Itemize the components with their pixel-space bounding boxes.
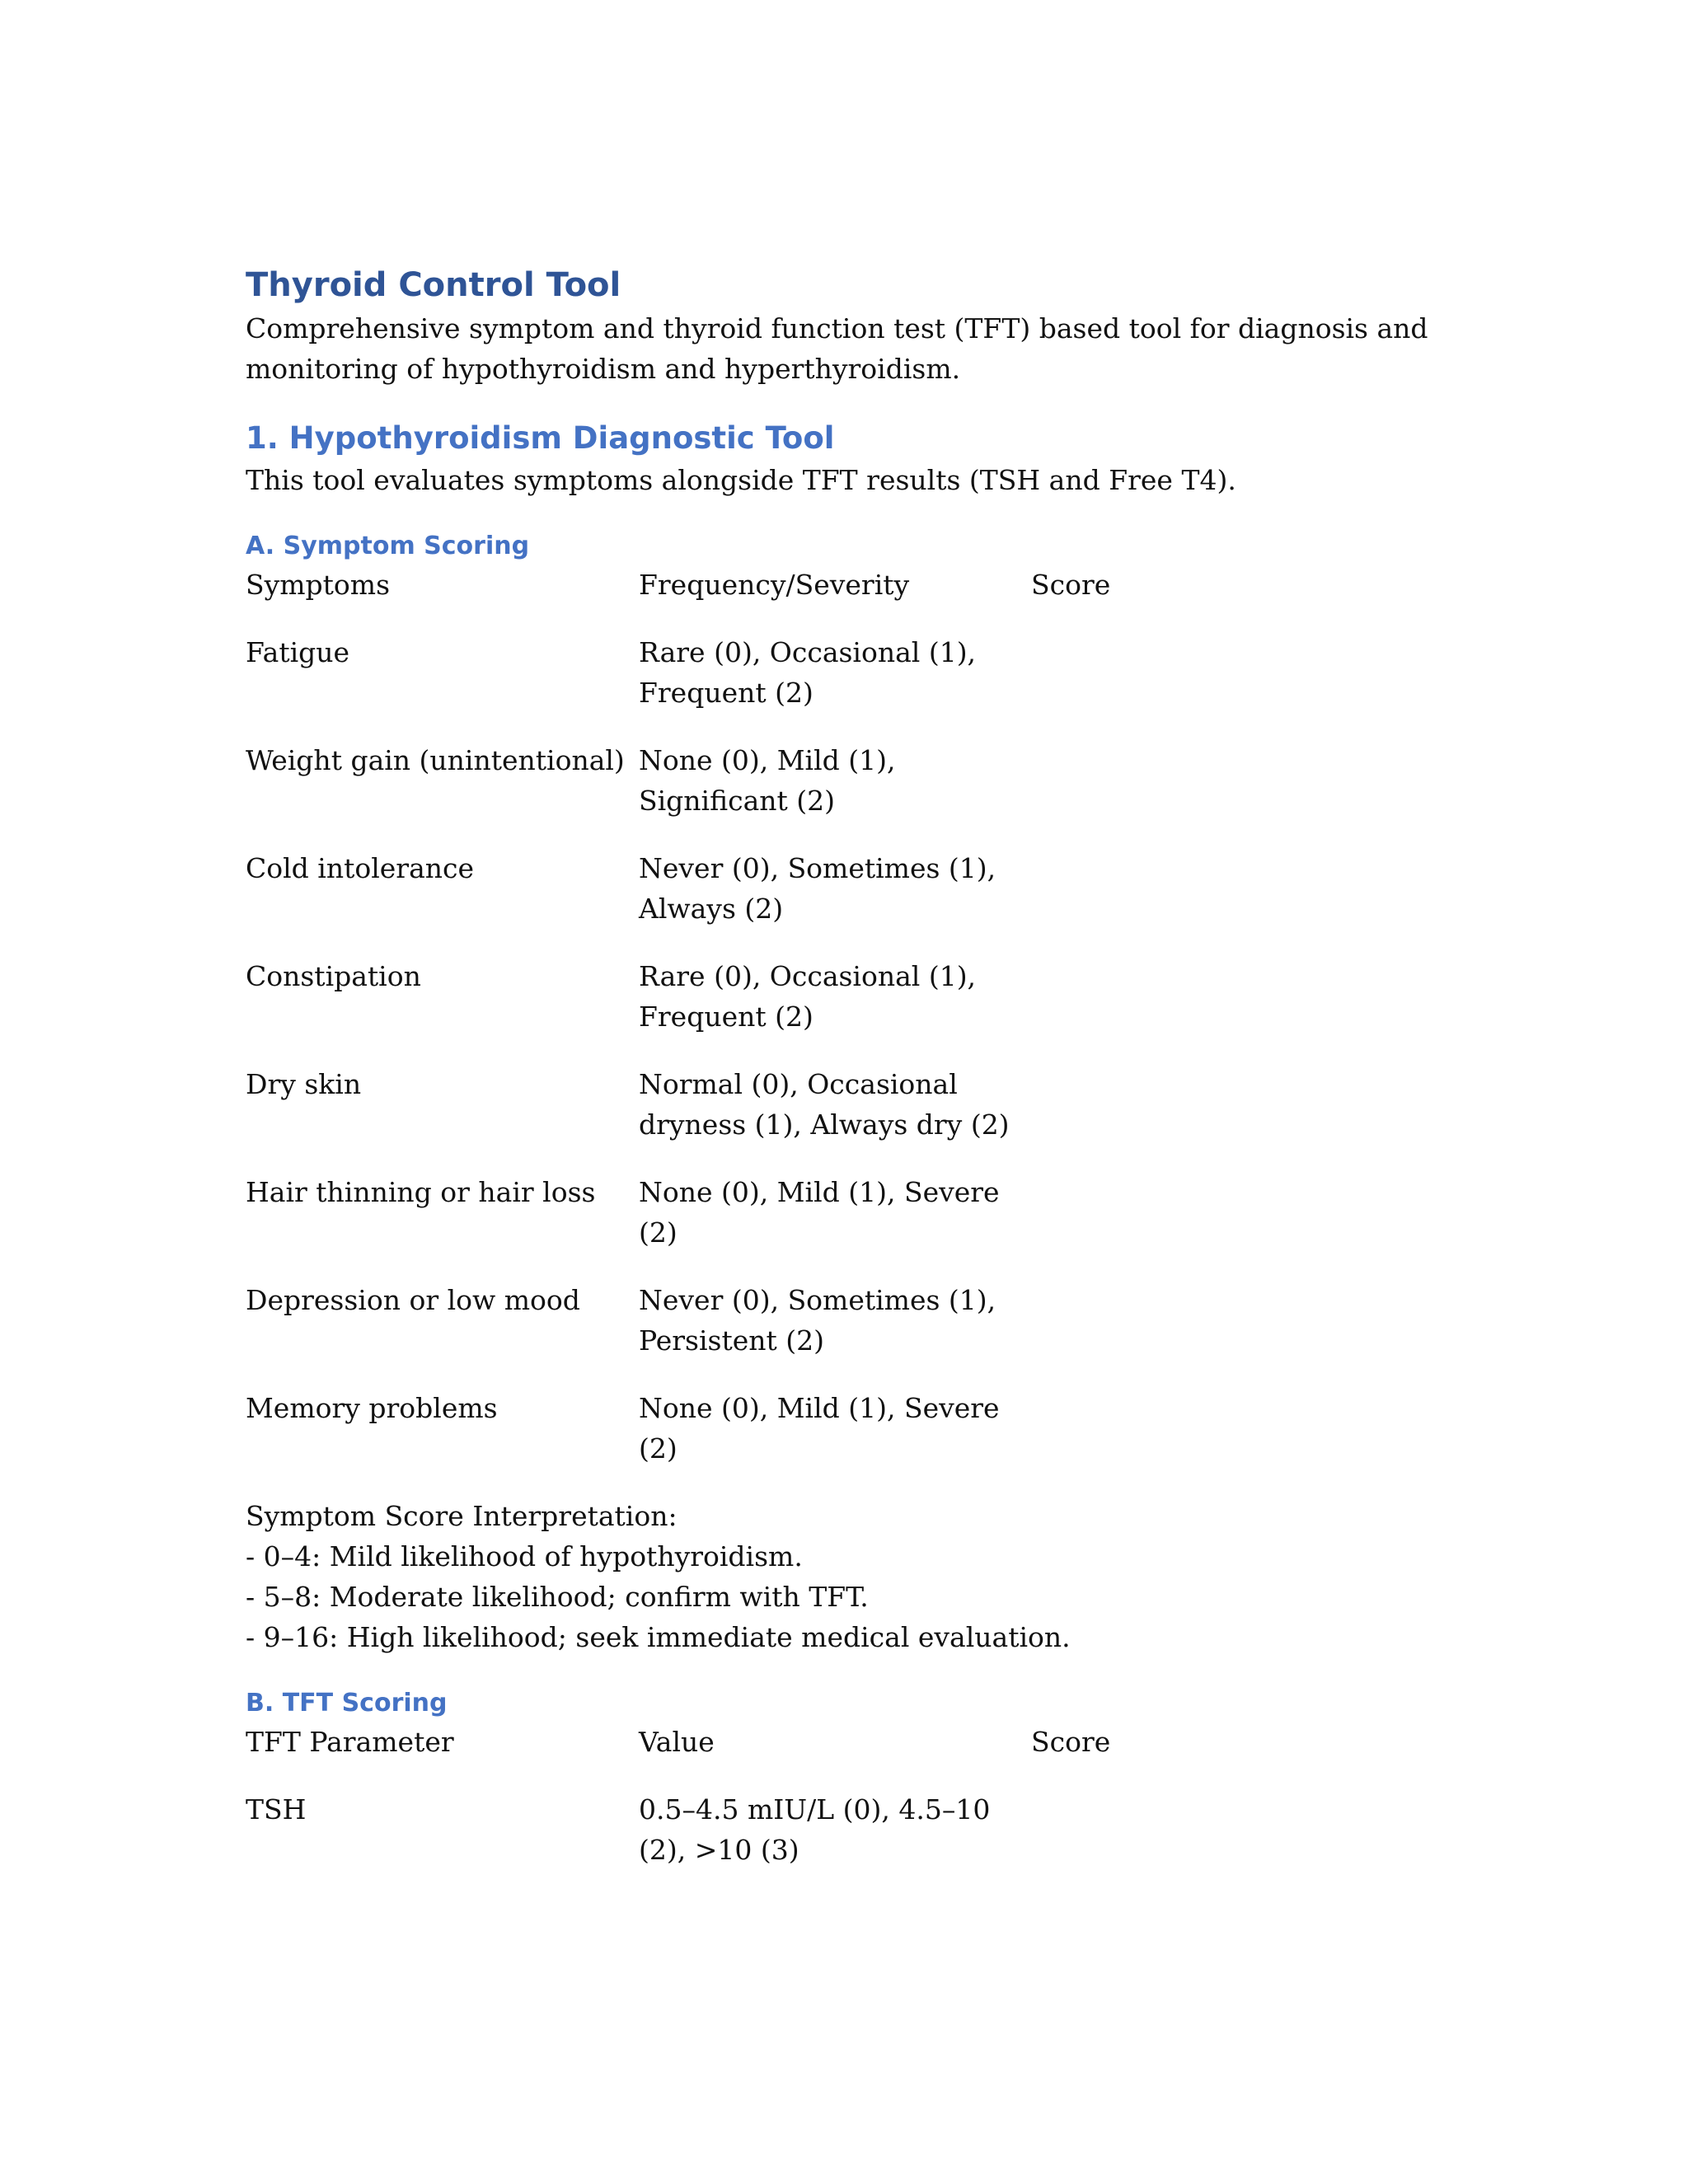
interpretation-title: Symptom Score Interpretation:: [246, 1500, 678, 1532]
table-cell-parameter: TSH: [246, 1793, 307, 1825]
column-header-tft-parameter: TFT Parameter: [246, 1726, 454, 1758]
table-cell-scale: Normal (0), Occasional dryness (1), Always dry (2): [639, 1068, 1010, 1141]
column-header-symptoms: Symptoms: [246, 569, 391, 601]
section-heading-hypothyroidism: 1. Hypothyroidism Diagnostic Tool: [246, 420, 835, 456]
table-cell-symptom: Cold intolerance: [246, 852, 475, 884]
table-cell-symptom: Fatigue: [246, 636, 350, 668]
table-cell-score: [1031, 632, 1278, 740]
column-header-score: Score: [1031, 1726, 1111, 1758]
symptom-scoring-table: [246, 565, 1441, 1496]
table-cell-scale: None (0), Mild (1), Severe (2): [639, 1392, 1000, 1465]
interpretation-line: - 9–16: High likelihood; seek immediate medical evaluation.: [246, 1621, 1071, 1653]
subsection-heading-tft-scoring: B. TFT Scoring: [246, 1689, 448, 1718]
table-cell-score: [1031, 740, 1278, 848]
table-cell-symptom: Constipation: [246, 960, 421, 992]
document-title: Thyroid Control Tool: [246, 266, 621, 304]
table-cell-value: 0.5–4.5 mIU/L (0), 4.5–10 (2), >10 (3): [639, 1793, 991, 1866]
table-cell-symptom: Weight gain (unintentional): [246, 744, 625, 776]
section-description: This tool evaluates symptoms alongside TFT results (TSH and Free T4).: [246, 464, 1236, 496]
document-content: [246, 262, 1441, 1897]
tft-scoring-table: [246, 1722, 1441, 1897]
table-cell-symptom: Depression or low mood: [246, 1284, 580, 1316]
document-intro: Comprehensive symptom and thyroid function test (TFT) based tool for diagnosis and monitoring of hypothyroidism and hyperthyroidism.: [246, 312, 1428, 385]
table-cell-score: [1031, 1789, 1278, 1897]
table-cell-score: [1031, 1388, 1278, 1496]
column-header-frequency: Frequency/Severity: [639, 569, 910, 601]
table-cell-symptom: Hair thinning or hair loss: [246, 1176, 596, 1208]
table-cell-scale: Never (0), Sometimes (1), Always (2): [639, 852, 996, 925]
table-cell-score: [1031, 1172, 1278, 1280]
table-cell-score: [1031, 956, 1278, 1064]
table-cell-scale: Rare (0), Occasional (1), Frequent (2): [639, 960, 977, 1033]
interpretation-line: - 0–4: Mild likelihood of hypothyroidism.: [246, 1540, 803, 1572]
table-cell-score: [1031, 1064, 1278, 1172]
table-cell-scale: Never (0), Sometimes (1), Persistent (2): [639, 1284, 996, 1357]
column-header-value: Value: [639, 1726, 715, 1758]
symptom-score-interpretation: [246, 1496, 1441, 1657]
table-cell-scale: Rare (0), Occasional (1), Frequent (2): [639, 636, 977, 709]
table-cell-score: [1031, 848, 1278, 956]
table-cell-symptom: Memory problems: [246, 1392, 498, 1424]
subsection-heading-symptom-scoring: A. Symptom Scoring: [246, 532, 530, 560]
table-cell-scale: None (0), Mild (1), Severe (2): [639, 1176, 1000, 1249]
column-header-score: Score: [1031, 569, 1111, 601]
table-cell-scale: None (0), Mild (1), Significant (2): [639, 744, 896, 817]
interpretation-line: - 5–8: Moderate likelihood; confirm with TFT.: [246, 1581, 869, 1613]
table-cell-score: [1031, 1280, 1278, 1388]
table-cell-symptom: Dry skin: [246, 1068, 362, 1100]
